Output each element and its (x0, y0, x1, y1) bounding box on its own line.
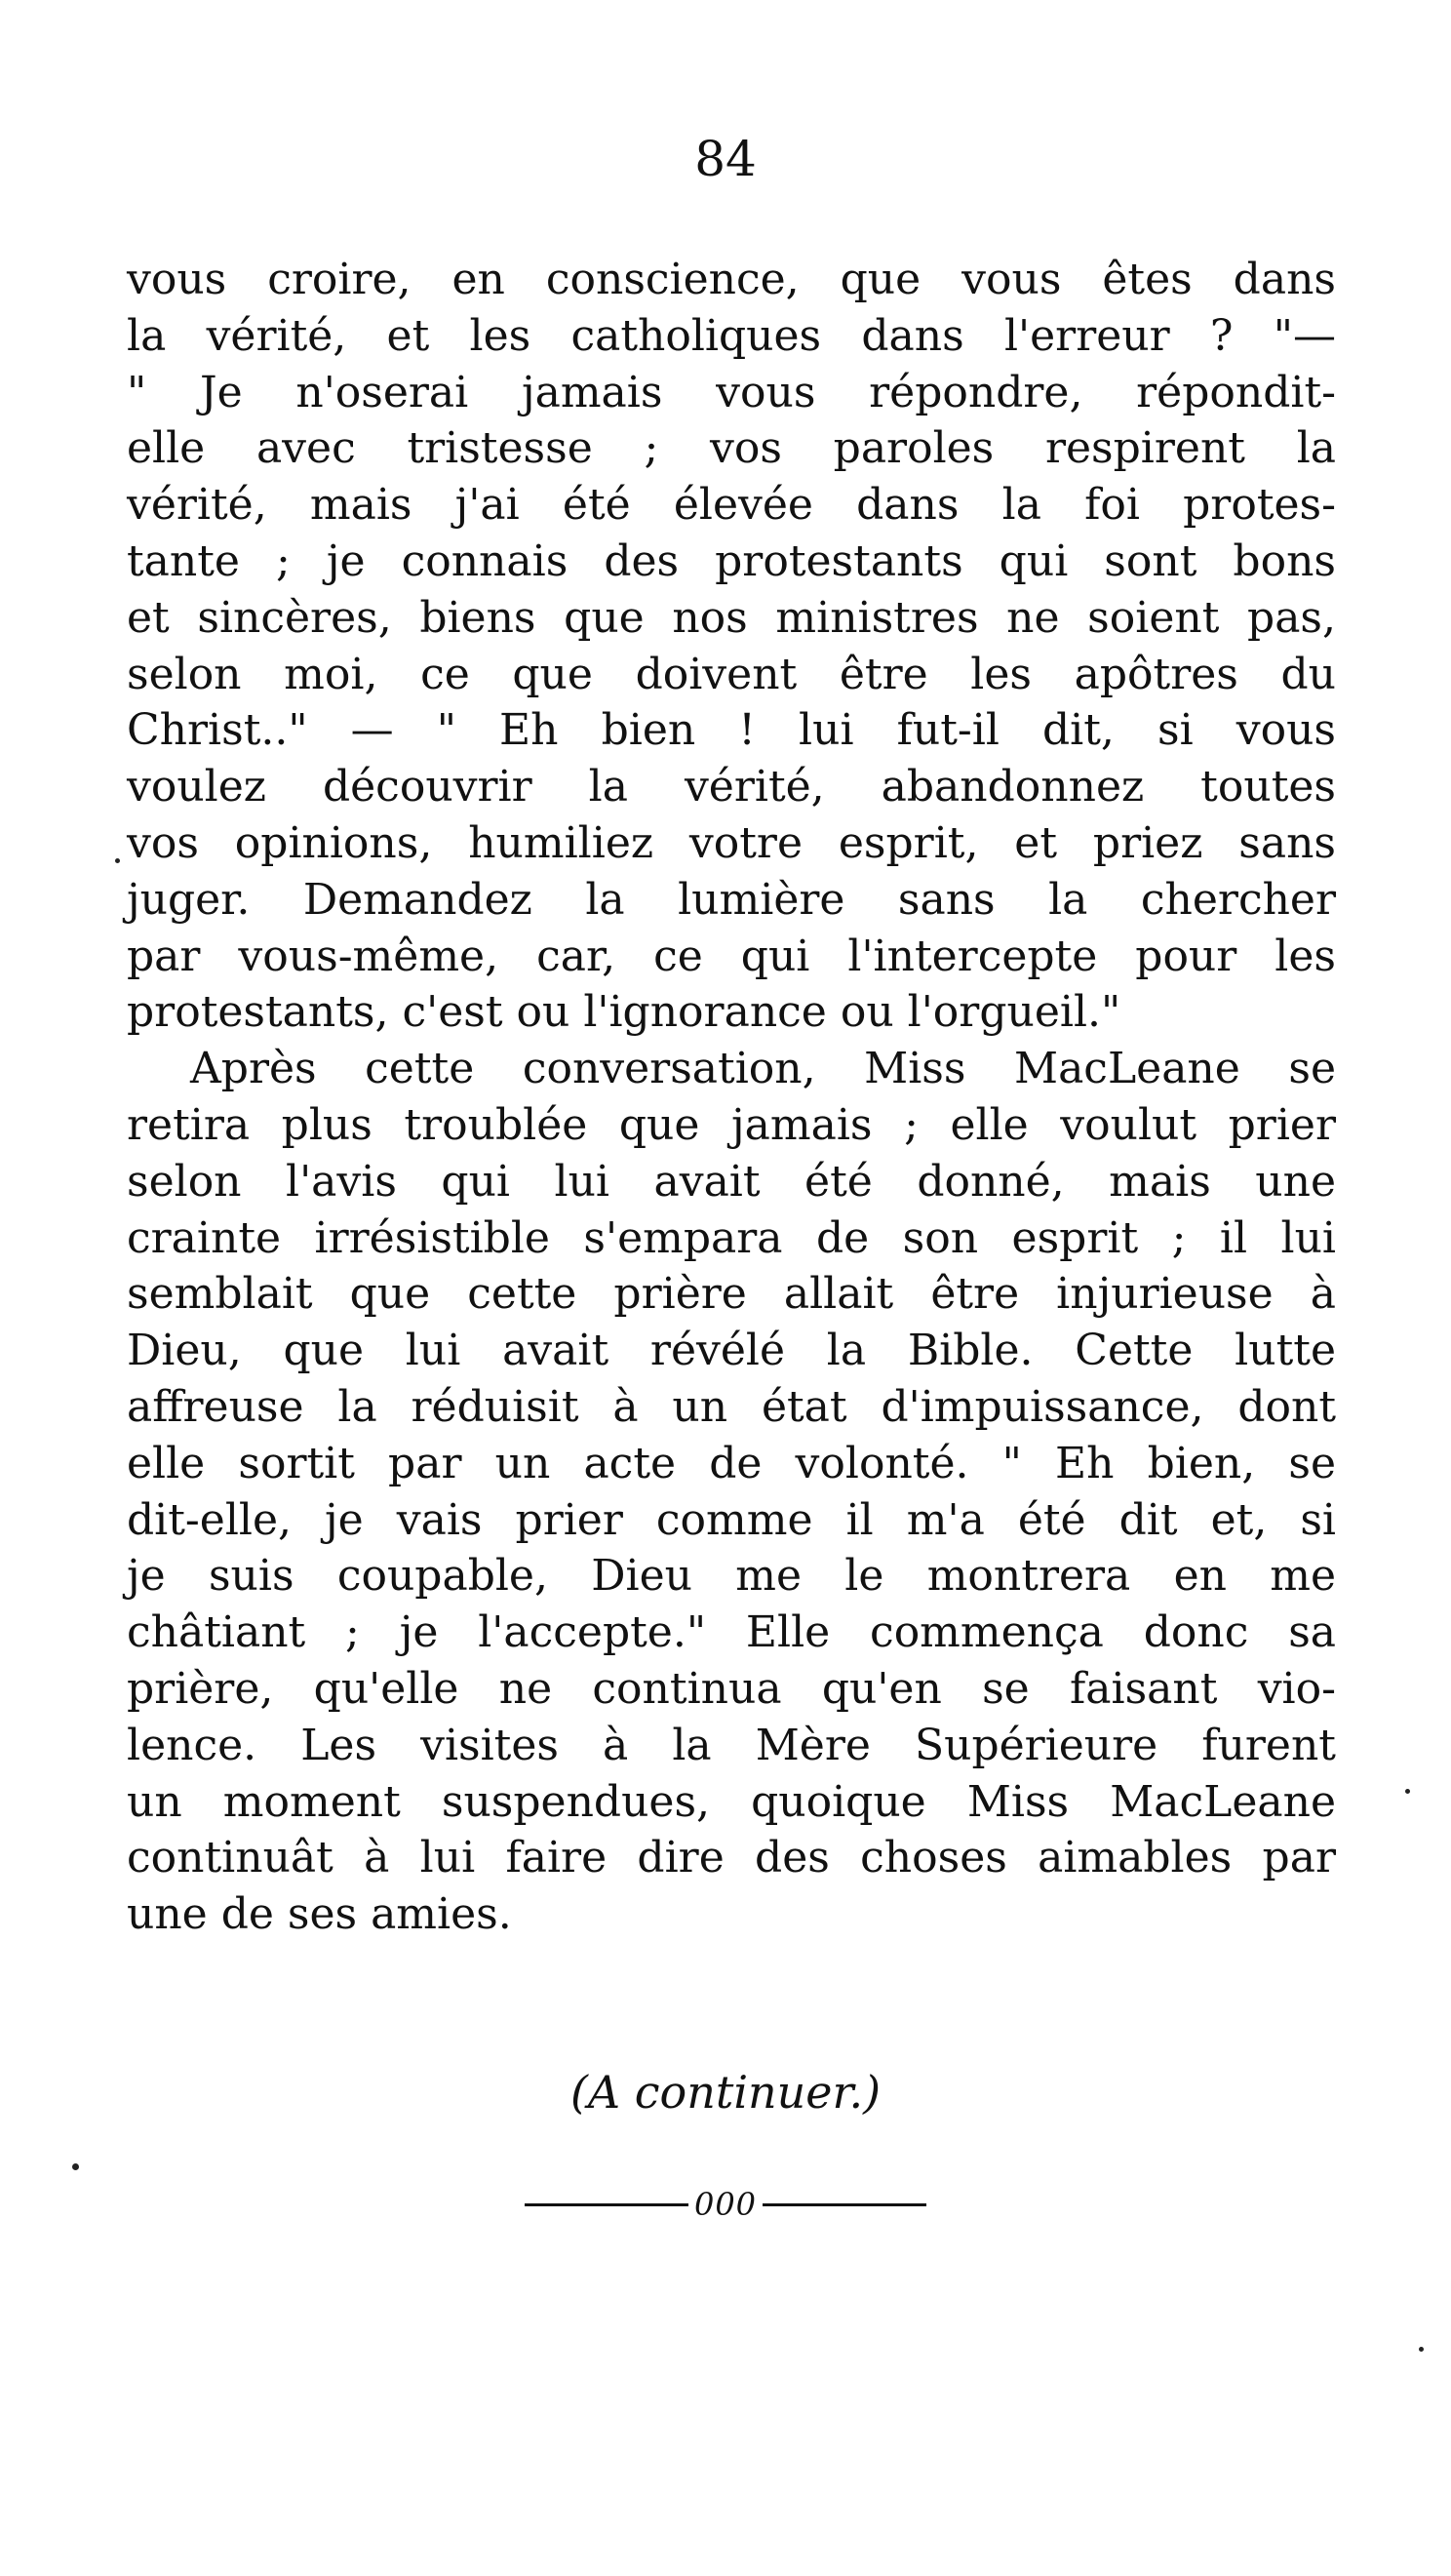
text-line: prière, qu'elle ne continua qu'en se faisant vio- (127, 1663, 1336, 1714)
text-line: Christ.." — " Eh bien ! lui fut-il dit, si vous (127, 705, 1336, 756)
body-text (127, 252, 1336, 1943)
text-line: semblait que cette prière allait être injurieuse à (127, 1269, 1336, 1320)
text-line: affreuse la réduisit à un état d'impuissance, dont (127, 1381, 1336, 1432)
text-line: selon moi, ce que doivent être les apôtres du (127, 649, 1336, 699)
ornament-rule-right (763, 2203, 926, 2206)
text-line: protestants, c'est ou l'ignorance ou l'orgueil." (127, 987, 1121, 1038)
text-line: retira plus troublée que jamais ; elle voulut prier (127, 1099, 1336, 1150)
text-line: elle sortit par un acte de volonté. " Eh bien, se (127, 1438, 1336, 1488)
print-speck (115, 858, 120, 863)
page-number: 84 (694, 131, 757, 187)
text-line: lence. Les visites à la Mère Supérieure furent (127, 1720, 1336, 1770)
text-line: juger. Demandez la lumière sans la chercher (127, 874, 1336, 925)
text-line: vérité, mais j'ai été élevée dans la foi protes- (127, 480, 1336, 531)
text-line: un moment suspendues, quoique Miss MacLeane (127, 1776, 1336, 1827)
text-line: la vérité, et les catholiques dans l'erreur ? "— (127, 310, 1336, 361)
print-speck (1419, 2347, 1424, 2352)
ornament-rule-left (525, 2203, 688, 2206)
continuation-note: (A continuer.) (569, 2066, 882, 2119)
text-line: voulez découvrir la vérité, abandonnez toutes (127, 762, 1336, 812)
text-line: crainte irrésistible s'empara de son esprit ; il lui (127, 1212, 1336, 1263)
text-line: elle avec tristesse ; vos paroles respirent la (127, 423, 1336, 474)
text-line: je suis coupable, Dieu me le montrera en me (127, 1551, 1336, 1602)
text-line: et sincères, biens que nos ministres ne soient pas, (127, 592, 1336, 643)
print-speck (1405, 1789, 1410, 1794)
text-line: une de ses amies. (127, 1889, 512, 1940)
text-line: selon l'avis qui lui avait été donné, mais une (127, 1156, 1336, 1207)
section-ornament (0, 2180, 1451, 2229)
paragraph-first-line: Après cette conversation, Miss MacLeane se (190, 1044, 1336, 1094)
text-line: dit-elle, je vais prier comme il m'a été dit et, si (127, 1494, 1336, 1545)
text-line: vos opinions, humiliez votre esprit, et priez sans (127, 817, 1336, 868)
text-line: vous croire, en conscience, que vous êtes dans (127, 255, 1336, 304)
ornament-text: 000 (693, 2186, 758, 2223)
text-line: tante ; je connais des protestants qui sont bons (127, 535, 1336, 586)
text-line: " Je n'oserai jamais vous répondre, répondit- (127, 367, 1336, 417)
text-line: par vous-même, car, ce qui l'intercepte pour les (127, 931, 1336, 981)
text-line: continuât à lui faire dire des choses aimables par (127, 1833, 1336, 1883)
print-speck (72, 2163, 79, 2170)
text-line: châtiant ; je l'accepte." Elle commença donc sa (127, 1607, 1336, 1658)
text-line: Dieu, que lui avait révélé la Bible. Cette lutte (127, 1326, 1336, 1376)
